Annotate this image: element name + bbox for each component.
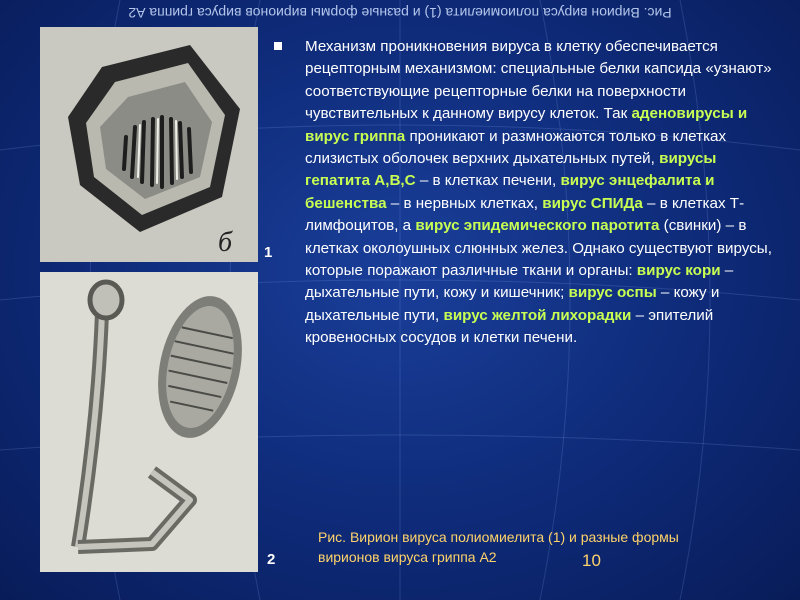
mirrored-caption: Рис. Вирион вируса полиомиелита (1) и разные формы вирионов вируса гриппа А2 [128, 5, 672, 21]
figure-caption: Рис. Вирион вируса полиомиелита (1) и разные формы вирионов вируса гриппа А2 [318, 529, 679, 565]
highlighted-term: аденовирусы и вирус гриппа [305, 105, 748, 145]
body-text-segment: – эпителий кровеносных сосудов и клетки печени. [305, 306, 714, 347]
highlighted-term: вирус кори [636, 262, 721, 280]
body-paragraph [305, 36, 785, 350]
highlighted-term: вирус энцефалита и бешенства [305, 172, 715, 212]
virion-photo-top [40, 27, 258, 262]
photo-letter: б [218, 227, 233, 258]
figure-label-2: 2 [267, 551, 276, 568]
body-text-segment: – дыхательные пути, кожу и кишечник; [305, 262, 734, 302]
body-text-segment: – в нервных клетках, [386, 194, 543, 212]
body-text-segment: проникают и размножаются только в клетках слизистых оболочек верхних дыхательных путей, [305, 127, 727, 168]
highlighted-term: вирусы гепатита А,В,С [305, 150, 717, 190]
bullet-square [274, 42, 282, 50]
body-text-segment: Механизм проникновения вируса в клетку обеспечивается рецепторным механизмом: специальные белки капсида «узнают» соответствующие рецепторные белки на поверхности чувствительных к данному вирусу клеток. Так [305, 38, 772, 123]
body-text-segment: – в клетках Т-лимфоцитов, а [305, 194, 745, 235]
virion-photo-bottom [40, 272, 258, 572]
body-text-segment: (свинки) – в клетках околоушных слюнных желез. Однако существуют вирусы, которые поражают различные ткани и органы: [305, 217, 772, 280]
body-text-segment: – кожу и дыхательные пути, [305, 284, 720, 324]
highlighted-term: вирус желтой лихорадки [443, 306, 632, 324]
highlighted-term: вирус СПИДа [542, 194, 643, 212]
page-number: 10 [582, 551, 601, 570]
body-text-segment: – в клетках печени, [415, 172, 561, 190]
figure-label-1: 1 [264, 244, 273, 261]
highlighted-term: вирус эпидемического паротита [415, 217, 660, 235]
highlighted-term: вирус оспы [568, 284, 657, 302]
